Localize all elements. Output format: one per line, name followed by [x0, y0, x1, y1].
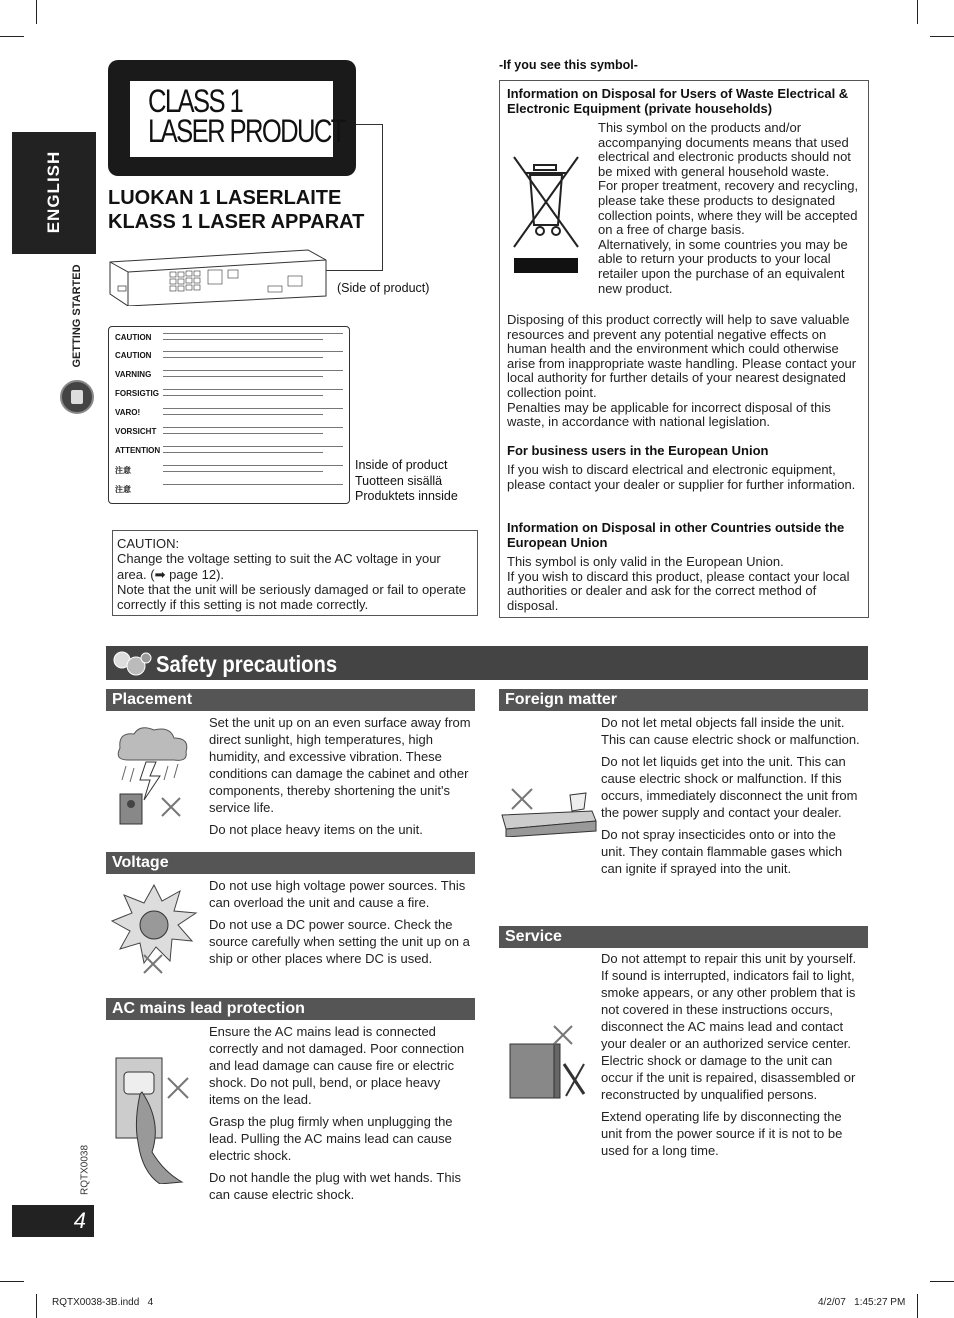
overload-illustration [110, 883, 198, 975]
foreign-matter-heading: Foreign matter [499, 689, 868, 711]
business-text: If you wish to discard electrical and electronic equipment, please contact your dealer or supplier for further information. [507, 462, 856, 492]
crossed-bin-icon [512, 155, 580, 275]
crop-mark [36, 0, 37, 24]
section-tab [58, 258, 96, 378]
laser-class-text: CLASS 1 [148, 83, 243, 119]
finnish-laser-label: LUOKAN 1 LASERLAITE [108, 187, 342, 209]
crop-mark [36, 1294, 37, 1318]
leader-line [356, 124, 383, 271]
voltage-caution-box [112, 530, 478, 616]
repair-illustration [504, 1024, 590, 1100]
caution-row: 注意 [115, 463, 345, 481]
ac-mains-heading: AC mains lead protection [106, 998, 475, 1020]
footer-filename: RQTX0038-3B.indd 4 [52, 1297, 154, 1308]
caution-label [108, 326, 350, 504]
caution-text: Note that the unit will be seriously damaged or fail to operate correctly if this setting is not made correctly. [117, 581, 467, 613]
disposal-text-wrap: This symbol on the products and/or accompanying documents means that used electrical and electronic products should not be mixed with general household waste. For proper treatment, recovery and recycling, please take these products to designated collection points, where they will be accepted on a free of charge basis. Alternatively, in some countries you may be able to return your products to your local retailer upon the purchase of an equivalent new product. [598, 120, 859, 296]
placement-text: Set the unit up on an even surface away from direct sunlight, high temperatures, high humidity, and excessive vibration. These conditions can damage the cabinet and other components, thereby shortening the unit's service life. Do not place heavy items on the unit. [209, 715, 471, 837]
caution-row: VARO! [115, 406, 345, 424]
crop-mark [0, 1281, 24, 1282]
ac-mains-text: Ensure the AC mains lead is connected correctly and not damaged. Poor connection and lead damage can cause fire or electric shock. Do not pull, bend, or place heavy items on the lead. Grasp the plug firmly when unplugging the lead. Pulling the AC mains lead can cause electric shock. Do not handle the plug with wet hands. This can cause electric shock. [209, 1024, 465, 1202]
crop-mark [930, 36, 954, 37]
liquid-illustration [500, 785, 598, 837]
inside-of-product-caption: Inside of product Tuotteen sisällä Produktets innside [355, 458, 458, 503]
caution-row: CAUTION [115, 349, 345, 367]
bubbles-icon [112, 650, 152, 678]
storm-illustration [112, 724, 194, 826]
caution-row: VORSICHT [115, 425, 345, 443]
laser-product-text: LASER PRODUCT [148, 113, 345, 149]
service-heading: Service [499, 926, 868, 948]
disposal-text-full: Disposing of this product correctly will help to save valuable resources and prevent any potential negative effects on human health and the environment which could otherwise arise from inappropriate waste handling. Please contact your local authority for further details of your nearest designated collection point. Penalties may be applicable for incorrect disposal of this waste, in accordance with national legislation. [507, 312, 857, 430]
crop-mark [0, 36, 24, 37]
voltage-heading: Voltage [106, 852, 475, 874]
device-illustration [108, 248, 328, 306]
crop-mark [930, 1281, 954, 1282]
language-tab [12, 132, 96, 254]
voltage-text: Do not use high voltage power sources. This can overload the unit and cause a fire. Do not use a DC power source. Check the source carefully when setting the unit up on a ship or other places where DC is used. [209, 878, 470, 966]
outside-eu-heading: Information on Disposal in other Countries outside the European Union [507, 520, 845, 550]
language-label: ENGLISH [44, 150, 63, 234]
page-number: 4 [12, 1205, 94, 1237]
symbol-intro: -If you see this symbol- [499, 58, 638, 72]
caution-heading: CAUTION: [117, 536, 180, 551]
plug-illustration [112, 1032, 196, 1184]
crop-mark [917, 1294, 918, 1318]
swedish-laser-label: KLASS 1 LASER APPARAT [108, 211, 365, 233]
caution-row: ATTENTION [115, 444, 345, 462]
disposal-heading: Information on Disposal for Users of Waste Electrical & Electronic Equipment (private households) [507, 86, 849, 116]
footer-timestamp: 4/2/07 1:45:27 PM [818, 1297, 906, 1308]
caution-text: Change the voltage setting to suit the AC voltage in your area. (➡ page 12). [117, 551, 441, 582]
doc-code-vertical: RQTX0038 [79, 1144, 91, 1196]
crop-mark [917, 0, 918, 24]
laser-label-inner [130, 81, 345, 157]
foreign-matter-text: Do not let metal objects fall inside the unit. This can cause electric shock or malfunction. Do not let liquids get into the unit. This can cause electric shock or malfunction. If this occurs, immediately disconnect the unit from the power supply and contact your dealer. Do not spray insecticides onto or into the unit. They contain flammable gases which can ignite if sprayed into the unit. [601, 715, 860, 876]
caution-row: VARNING [115, 368, 345, 386]
section-label: GETTING STARTED [71, 264, 83, 368]
outside-eu-text: This symbol is only valid in the European Union. If you wish to discard this product, please contact your local authorities or dealer and ask for the correct method of disposal. [507, 554, 850, 613]
caution-row: FORSIGTIG [115, 387, 345, 405]
caution-row: CAUTION [115, 331, 345, 349]
safety-title: Safety precautions [156, 651, 338, 677]
service-text: Do not attempt to repair this unit by yourself. If sound is interrupted, indicators fail to light, smoke appears, or any other problem that is not covered in these instructions occurs, disconnect the AC mains lead and contact your dealer or an authorized service center. Electric shock or damage to the unit can occur if the unit is repaired, disassembled or reconstructed by unqualified persons. Extend operating life by disconnecting the unit from the power source if it is not to be used for a long time. [601, 951, 857, 1158]
caution-row: 注意 [115, 482, 345, 500]
side-of-product-caption: (Side of product) [337, 281, 430, 295]
business-heading: For business users in the European Union [507, 443, 769, 458]
placement-heading: Placement [106, 689, 475, 711]
section-icon [60, 380, 94, 414]
